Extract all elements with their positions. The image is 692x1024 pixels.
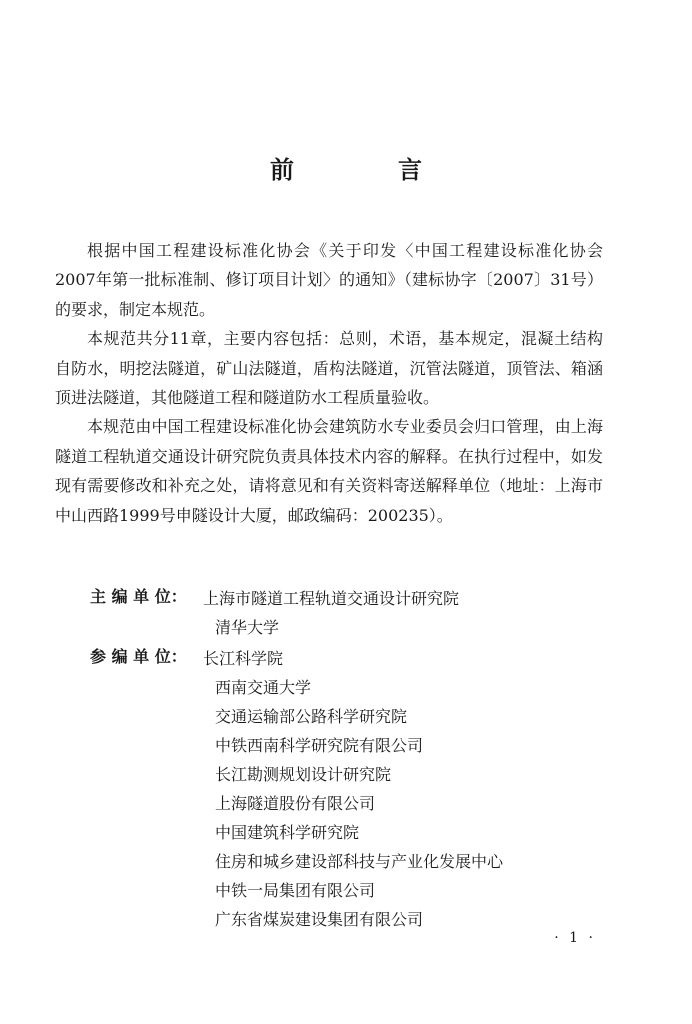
participating-unit-item: 广东省煤炭建设集团有限公司 <box>215 910 424 929</box>
page-number: · 1 · <box>554 930 596 946</box>
chief-unit-item: 上海市隧道工程轨道交通设计研究院 <box>203 589 460 608</box>
participating-unit-item: 长江科学院 <box>203 649 284 668</box>
paragraph-2: 本规范共分11章，主要内容包括：总则，术语，基本规定，混凝土结构自防水，明挖法隧道，矿山法隧道，盾构法隧道，沉管法隧道，顶管法、箱涵顶进法隧道，其他隧道工程和隧道防水工程质量验收。 <box>55 329 603 408</box>
chief-units-label: 主 编 单 位： <box>90 587 187 606</box>
chief-units-group <box>90 584 503 644</box>
preface-body <box>55 236 603 530</box>
units-section <box>90 584 503 934</box>
paragraph-1: 根据中国工程建设标准化协会《关于印发〈中国工程建设标准化协会2007年第一批标准制、修订项目计划〉的通知》（建标协字〔2007〕31号）的要求，制定本规范。 <box>55 241 603 319</box>
participating-unit-item: 上海隧道股份有限公司 <box>215 794 376 813</box>
page-title: 前 言 <box>270 156 462 184</box>
participating-unit-item: 长江勘测规划设计研究院 <box>215 765 392 784</box>
participating-units-group <box>90 644 503 934</box>
participating-unit-item: 住房和城乡建设部科技与产业化发展中心 <box>215 852 504 871</box>
participating-units-label: 参 编 单 位： <box>90 647 187 666</box>
chief-unit-item: 清华大学 <box>215 618 280 637</box>
paragraph-3: 本规范由中国工程建设标准化协会建筑防水专业委员会归口管理，由上海隧道工程轨道交通设计研究院负责具体技术内容的解释。在执行过程中，如发现有需要修改和补充之处，请将意见和有关资料寄送解释单位（地址：上海市中山西路1999号申隧设计大厦，邮政编码：200235）。 <box>55 417 603 525</box>
participating-unit-item: 中铁西南科学研究院有限公司 <box>215 736 424 755</box>
participating-unit-item: 中铁一局集团有限公司 <box>215 881 376 900</box>
participating-unit-item: 中国建筑科学研究院 <box>215 823 360 842</box>
participating-units-list <box>90 644 503 934</box>
participating-unit-item: 交通运输部公路科学研究院 <box>215 707 408 726</box>
participating-unit-item: 西南交通大学 <box>215 678 312 697</box>
